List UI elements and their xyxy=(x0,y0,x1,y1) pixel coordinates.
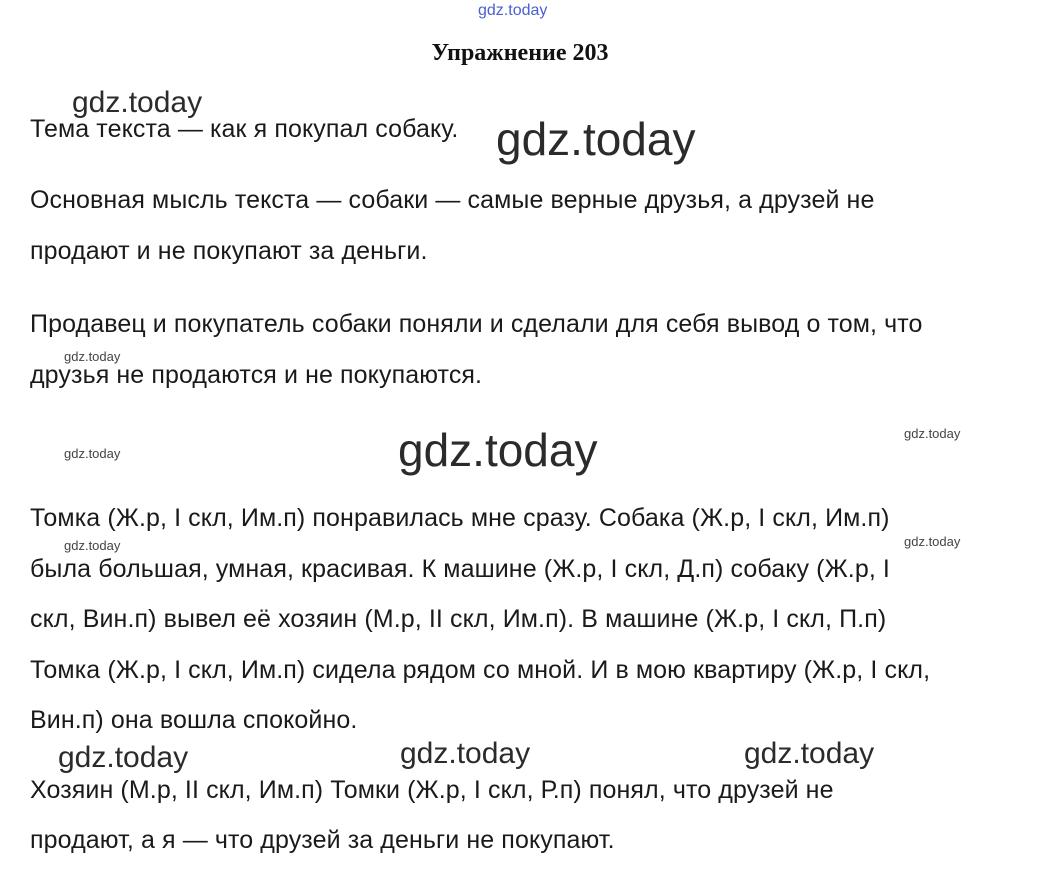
watermark: gdz.today xyxy=(72,86,203,119)
watermark: gdz.today xyxy=(904,426,961,441)
watermark: gdz.today xyxy=(64,538,121,553)
text-line-8: скл, Вин.п) вывел её хозяин (М.р, II скл, Им.п). В машине (Ж.р, I скл, П.п) xyxy=(30,605,887,633)
watermark: gdz.today xyxy=(744,737,875,770)
text-line-11: Хозяин (М.р, II скл, Им.п) Томки (Ж.р, I скл, Р.п) понял, что друзей не xyxy=(30,776,834,804)
watermark: gdz.today xyxy=(496,113,696,165)
text-line-6: Томка (Ж.р, I скл, Им.п) понравилась мне сразу. Собака (Ж.р, I скл, Им.п) xyxy=(30,504,890,532)
watermark: gdz.today xyxy=(64,349,121,364)
text-line-1: Тема текста — как я покупал собаку. xyxy=(30,115,459,143)
text-line-10: Вин.п) она вошла спокойно. xyxy=(30,706,358,734)
watermark: gdz.today xyxy=(904,534,961,549)
text-line-2: Основная мысль текста — собаки — самые верные друзья, а друзей не xyxy=(30,186,875,214)
text-line-7: была большая, умная, красивая. К машине (Ж.р, I скл, Д.п) собаку (Ж.р, I xyxy=(30,555,890,583)
text-line-12: продают, а я — что друзей за деньги не покупают. xyxy=(30,826,615,854)
watermark: gdz.today xyxy=(400,737,531,770)
text-line-5: друзья не продаются и не покупаются. xyxy=(30,361,483,389)
watermark: gdz.today xyxy=(64,446,121,461)
watermark: gdz.today xyxy=(58,741,189,774)
watermark: gdz.today xyxy=(398,424,598,476)
watermark-top: gdz.today xyxy=(478,2,548,19)
text-line-3: продают и не покупают за деньги. xyxy=(30,237,428,265)
page-title: Упражнение 203 xyxy=(431,40,609,66)
text-line-9: Томка (Ж.р, I скл, Им.п) сидела рядом со мной. И в мою квартиру (Ж.р, I скл, xyxy=(30,656,931,684)
text-line-4: Продавец и покупатель собаки поняли и сделали для себя вывод о том, что xyxy=(30,310,923,338)
